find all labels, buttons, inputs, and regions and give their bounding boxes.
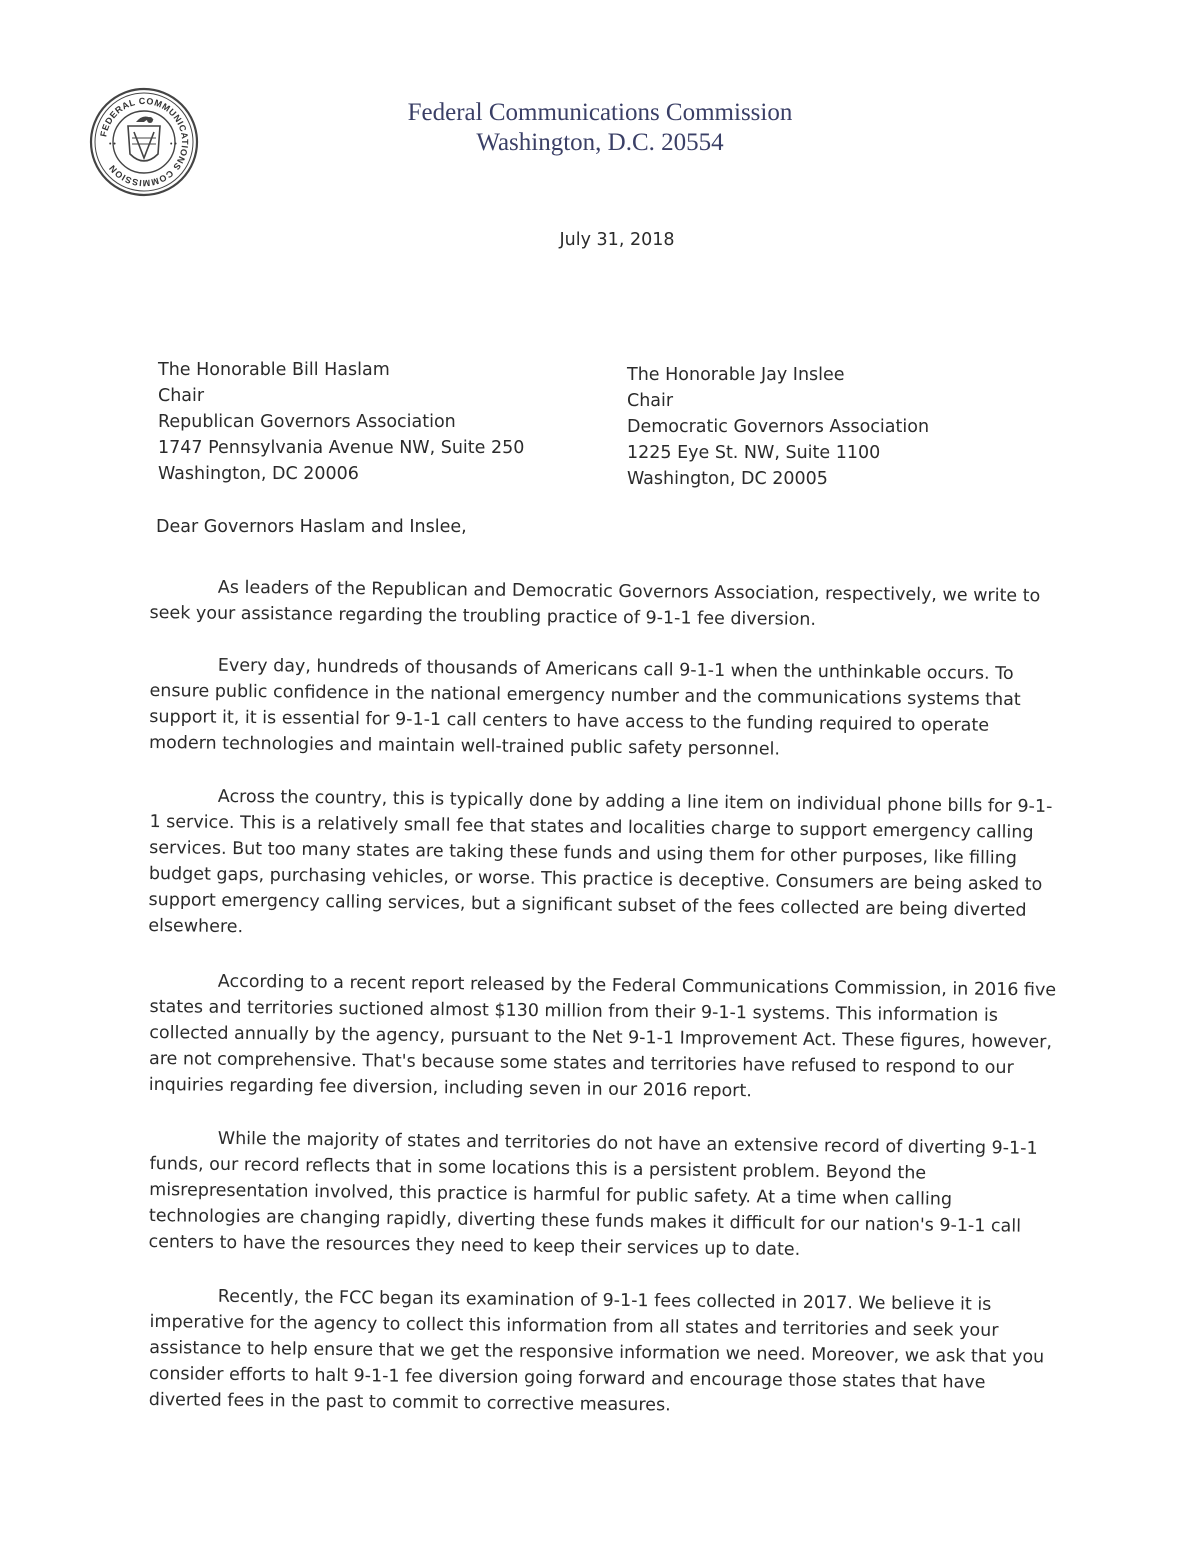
salutation: Dear Governors Haslam and Inslee, [156,517,467,537]
fcc-seal-icon [88,86,200,198]
address-line: 1747 Pennsylvania Avenue NW, Suite 250 [158,438,525,458]
body-paragraph: Across the country, this is typically done by adding a line item on individual phone bills for 9-1-1 service. This is a relatively small fee that states and localities charge to support emergency calling services. But too many states are taking these funds and using them for other purposes, like filling budget gaps, purchasing vehicles, or worse. This practice is deceptive. Consumers are being asked to support emergency calling services, but a significant subset of the fees collected are being diverted elsewhere. [148,786,1053,938]
address-line: The Honorable Jay Inslee [627,365,845,385]
body-paragraph: As leaders of the Republican and Democratic Governors Association, respectively, we write to seek your assistance regarding the troubling practice of 9-1-1 fee diversion. [149,577,1041,630]
letterhead-address: Washington, D.C. 20554 [476,129,724,156]
recipient-address-left [158,357,524,487]
address-line: Chair [158,386,205,406]
address-line: Chair [627,391,674,411]
svg-text:• •: • • [170,141,177,148]
svg-text:• •: • • [109,141,116,148]
body-paragraph: According to a recent report released by the Federal Communications Commission, in 2016 five states and territories suctioned almost $130 million from their 9-1-1 systems. This information is collected annually by the agency, pursuant to the Net 9-1-1 Improvement Act. These figures, however, are not comprehensive. That's because some states and territories have refused to respond to our inquiries regarding fee diversion, including seven in our 2016 report. [148,971,1057,1102]
address-line: Republican Governors Association [158,412,456,432]
address-line: Washington, DC 20006 [158,464,359,484]
recipient-address-right [627,362,929,492]
letter-date: July 31, 2018 [559,230,675,250]
body-paragraph: Every day, hundreds of thousands of Americans call 9-1-1 when the unthinkable occurs. To ensure public confidence in the national emergency number and the communications systems that support it, it is essential for 9-1-1 call centers to have access to the funding required to operate modern technologies and maintain well-trained public safety personnel. [148,655,1021,760]
address-line: Democratic Governors Association [627,417,930,437]
seal-ring-text: FEDERAL COMMUNICATIONS COMMISSION [98,95,191,189]
address-line: The Honorable Bill Haslam [158,360,390,380]
letterhead [340,98,860,158]
body-paragraph: While the majority of states and territories do not have an extensive record of diverting 9-1-1 funds, our record reflects that in some locations this is a persistent problem. Beyond the misrepresentation involved, this practice is harmful for public safety. At a time when calling technologies are changing rapidly, diverting these funds makes it difficult for our nation's 9-1-1 call centers to have the resources they need to keep their services up to date. [148,1128,1038,1260]
address-line: Washington, DC 20005 [627,469,828,489]
letterhead-agency: Federal Communications Commission [407,99,793,126]
body-paragraph: Recently, the FCC began its examination of 9-1-1 fees collected in 2017. We believe it is imperative for the agency to collect this information from all states and territories and seek your assistance to help ensure that we get the responsive information we need. Moreover, we ask that you consider efforts to halt 9-1-1 fee diversion going forward and encourage those states that have diverted fees in the past to commit to corrective measures. [148,1286,1045,1416]
address-line: 1225 Eye St. NW, Suite 1100 [627,443,881,463]
